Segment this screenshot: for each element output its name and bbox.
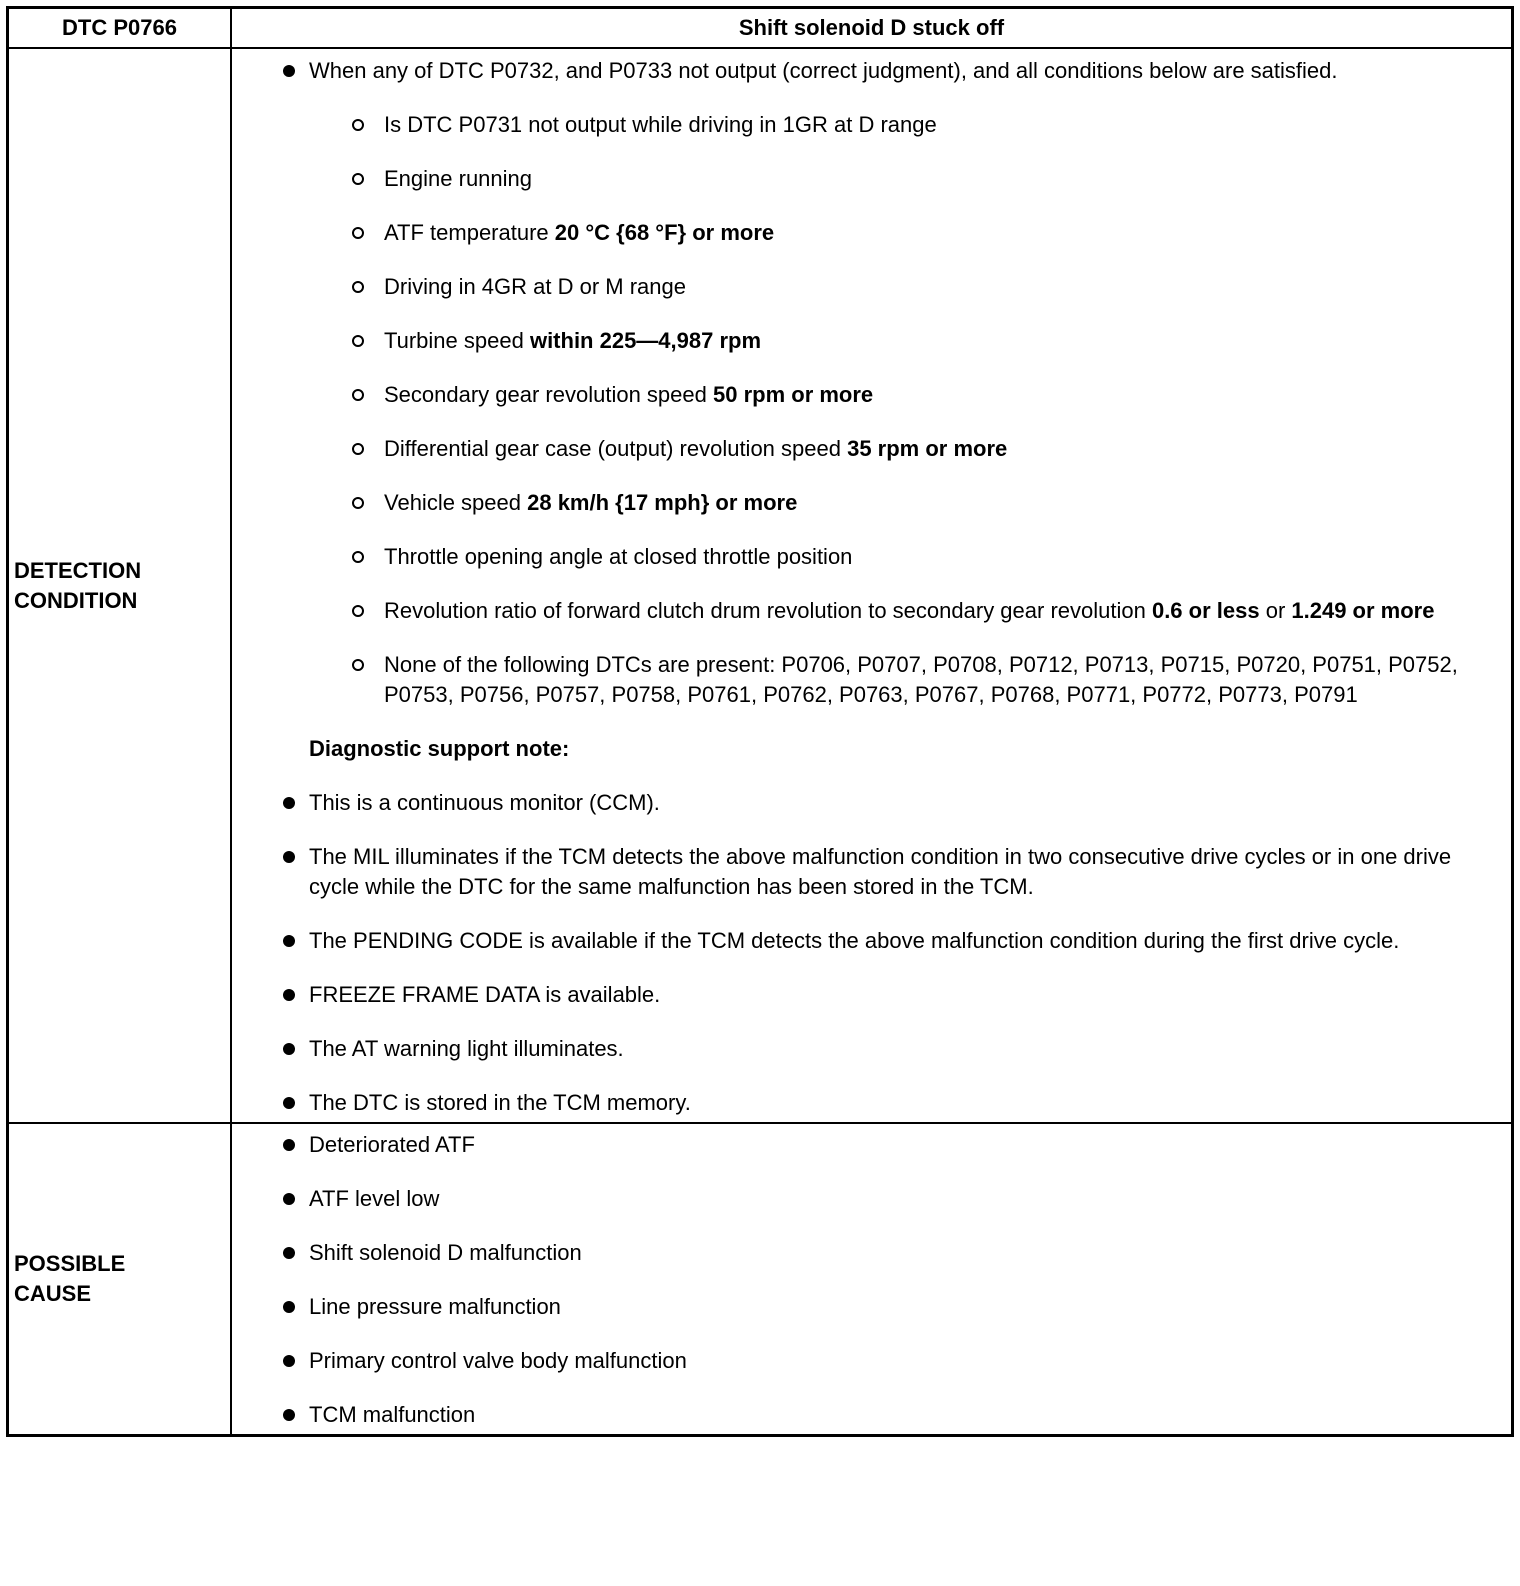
list-item bbox=[232, 272, 1471, 302]
bullet-icon bbox=[283, 1193, 295, 1205]
list-item bbox=[232, 488, 1471, 518]
list-item bbox=[232, 1400, 1471, 1430]
list-item bbox=[232, 542, 1471, 572]
circle-bullet-icon bbox=[352, 605, 364, 617]
list-item bbox=[232, 1130, 1471, 1160]
circle-bullet-icon bbox=[352, 173, 364, 185]
text: ATF temperature bbox=[384, 220, 555, 245]
text: Differential gear case (output) revolution speed bbox=[384, 436, 848, 461]
list-item bbox=[232, 1034, 1471, 1064]
bullet-icon bbox=[283, 1301, 295, 1313]
list-item bbox=[232, 434, 1471, 464]
bullet-icon bbox=[283, 1097, 295, 1109]
circle-bullet-icon bbox=[352, 497, 364, 509]
cause-content bbox=[231, 1123, 1513, 1436]
text: Vehicle speed bbox=[384, 490, 528, 515]
text: The PENDING CODE is available if the TCM detects the above malfunction condition during the first drive cycle. bbox=[309, 928, 1400, 953]
list-item bbox=[232, 788, 1471, 818]
label-line: POSSIBLE bbox=[14, 1251, 126, 1276]
bold-text: within 225—4,987 rpm bbox=[529, 328, 762, 353]
list-item bbox=[232, 380, 1471, 410]
list-item bbox=[232, 1088, 1471, 1118]
circle-bullet-icon bbox=[352, 119, 364, 131]
text: Deteriorated ATF bbox=[309, 1132, 475, 1157]
circle-bullet-icon bbox=[352, 389, 364, 401]
dtc-code: DTC P0766 bbox=[8, 8, 232, 49]
list-item bbox=[232, 164, 1471, 194]
circle-bullet-icon bbox=[352, 443, 364, 455]
list-item bbox=[232, 980, 1471, 1010]
text: Revolution ratio of forward clutch drum revolution to secondary gear revolution bbox=[384, 598, 1152, 623]
circle-bullet-icon bbox=[352, 551, 364, 563]
bold-text: 35 rpm or more bbox=[847, 436, 1008, 461]
text: The DTC is stored in the TCM memory. bbox=[309, 1090, 691, 1115]
detection-row bbox=[8, 48, 1513, 1123]
list-item bbox=[232, 110, 1471, 140]
list-item bbox=[232, 1238, 1471, 1268]
list-item bbox=[232, 596, 1471, 626]
bold-text: 28 km/h {17 mph} or more bbox=[527, 490, 798, 515]
label-line: CONDITION bbox=[14, 587, 138, 613]
header-row bbox=[8, 8, 1513, 49]
bullet-icon bbox=[283, 1043, 295, 1055]
bullet-icon bbox=[283, 851, 295, 863]
text: None of the following DTCs are present: P0706, P0707, P0708, P0712, P0713, P0715, P0720, P0751, P0752, P0753, P0756, P0757, P0758, P0761, P0762, P0763, P0767, P0768, P0771, P0772, P0773, P0791 bbox=[384, 652, 1458, 707]
list-item bbox=[232, 842, 1471, 902]
text: FREEZE FRAME DATA is available. bbox=[309, 982, 661, 1007]
text: Engine running bbox=[384, 166, 533, 191]
bullet-icon bbox=[283, 1355, 295, 1367]
detection-label bbox=[8, 48, 232, 1123]
cause-row bbox=[8, 1123, 1513, 1436]
bullet-icon bbox=[283, 1139, 295, 1151]
text: Is DTC P0731 not output while driving in 1GR at D range bbox=[384, 112, 937, 137]
list-item bbox=[232, 326, 1471, 356]
circle-bullet-icon bbox=[352, 659, 364, 671]
text: ATF level low bbox=[309, 1186, 440, 1211]
text: TCM malfunction bbox=[309, 1402, 476, 1427]
list-item bbox=[232, 1346, 1471, 1376]
list-item bbox=[232, 1184, 1471, 1214]
bullet-icon bbox=[283, 935, 295, 947]
note-heading bbox=[232, 734, 1471, 764]
bold-text: 20 °C {68 °F} or more bbox=[554, 220, 775, 245]
text: Secondary gear revolution speed bbox=[384, 382, 713, 407]
bullet-icon bbox=[283, 65, 295, 77]
bold-text: 50 rpm or more bbox=[713, 382, 874, 407]
dtc-title: Shift solenoid D stuck off bbox=[231, 8, 1513, 49]
text: The MIL illuminates if the TCM detects the above malfunction condition in two consecutive drive cycles or in one drive cycle while the DTC for the same malfunction has been stored in the TCM. bbox=[309, 844, 1452, 899]
bold-text: 1.249 or more bbox=[1291, 598, 1435, 623]
circle-bullet-icon bbox=[352, 227, 364, 239]
text: Turbine speed bbox=[384, 328, 530, 353]
text: Shift solenoid D malfunction bbox=[309, 1240, 582, 1265]
bold-text: 0.6 or less bbox=[1151, 598, 1260, 623]
bullet-icon bbox=[283, 797, 295, 809]
text: Line pressure malfunction bbox=[309, 1294, 561, 1319]
dtc-table bbox=[6, 6, 1514, 1437]
circle-bullet-icon bbox=[352, 335, 364, 347]
bullet-icon bbox=[283, 1409, 295, 1421]
list-item bbox=[232, 650, 1471, 710]
list-item bbox=[232, 926, 1471, 956]
bullet-icon bbox=[283, 1247, 295, 1259]
bold-text: Diagnostic support note: bbox=[309, 736, 570, 761]
text: This is a continuous monitor (CCM). bbox=[309, 790, 660, 815]
text: Throttle opening angle at closed throttle position bbox=[384, 544, 853, 569]
text: or bbox=[1259, 598, 1292, 623]
list-item bbox=[232, 218, 1471, 248]
text: The AT warning light illuminates. bbox=[309, 1036, 624, 1061]
bullet-icon bbox=[283, 989, 295, 1001]
text: Driving in 4GR at D or M range bbox=[384, 274, 686, 299]
list-item bbox=[232, 56, 1471, 86]
cause-label bbox=[8, 1123, 232, 1436]
text: When any of DTC P0732, and P0733 not output (correct judgment), and all conditions below are satisfied. bbox=[309, 58, 1338, 83]
list-item bbox=[232, 1292, 1471, 1322]
label-line: CAUSE bbox=[14, 1281, 92, 1306]
detection-content bbox=[231, 48, 1513, 1123]
circle-bullet-icon bbox=[352, 281, 364, 293]
label-line: DETECTION bbox=[14, 557, 142, 583]
text: Primary control valve body malfunction bbox=[309, 1348, 687, 1373]
